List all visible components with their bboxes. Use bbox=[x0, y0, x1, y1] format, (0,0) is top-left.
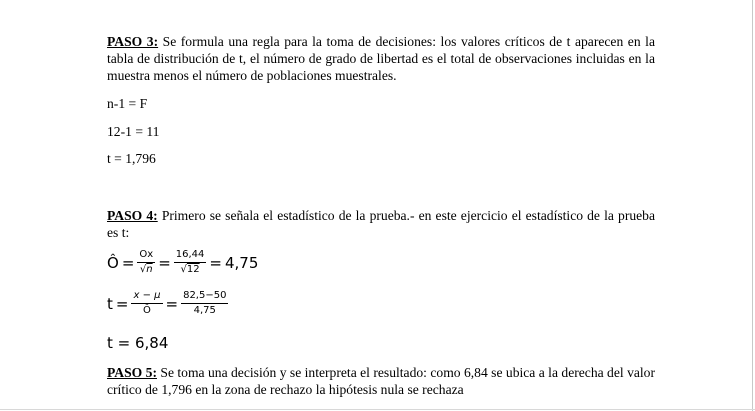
equation-1: n-1 = F bbox=[107, 96, 148, 111]
paso4-paragraph bbox=[107, 207, 655, 241]
formula2-num2: 82,5−50 bbox=[181, 290, 228, 304]
paso5-label: PASO 5: bbox=[107, 365, 157, 380]
formula1-lhs: Ô bbox=[107, 253, 119, 272]
formula2-den1: Ô bbox=[143, 305, 151, 316]
formula-t-result: t = 6,84 bbox=[107, 334, 169, 352]
equation-2: 12-1 = 11 bbox=[107, 124, 160, 139]
formula2-eq2: = bbox=[165, 294, 179, 313]
formula1-eq3: = bbox=[209, 253, 222, 272]
paso3-label: PASO 3: bbox=[107, 34, 159, 49]
formula2-fraction2 bbox=[181, 290, 228, 317]
formula1-den2: √12 bbox=[180, 264, 200, 275]
paso5-paragraph bbox=[107, 364, 655, 398]
formula2-den2: 4,75 bbox=[193, 305, 216, 316]
formula2-eq: = bbox=[115, 294, 129, 313]
paso3-text: Se formula una regla para la toma de decisiones: los valores críticos de t aparecen en la tabla de distribución de t, el número de grado de libertad es el total de observaciones incluidas en la muestra menos el número de poblaciones muestrales. bbox=[107, 34, 655, 84]
formula1-num2: 16,44 bbox=[174, 249, 207, 263]
formula1-result: 4,75 bbox=[224, 253, 259, 272]
paso4-text: Primero se señala el estadístico de la prueba.- en este ejercicio el estadístico de la prueba es t: bbox=[107, 208, 656, 241]
formula2-fraction1 bbox=[131, 290, 162, 317]
paso5-text: Se toma una decisión y se interpreta el resultado: como 6,84 se ubica a la derecha del valor crítico de 1,796 en la zona de rechazo la hipótesis nula se rechaza bbox=[107, 365, 655, 398]
formula2-num1: x − μ bbox=[131, 290, 162, 304]
formula1-fraction2 bbox=[174, 249, 207, 276]
formula1-den1: √n bbox=[139, 264, 153, 275]
equation-3: t = 1,796 bbox=[107, 151, 156, 166]
formula1-num1: Ox bbox=[137, 249, 155, 263]
formula1-eq2: = bbox=[158, 253, 171, 272]
formula1-eq: = bbox=[121, 253, 135, 272]
formula-t bbox=[107, 290, 228, 317]
page-border-bottom bbox=[0, 409, 755, 410]
formula1-fraction1 bbox=[137, 249, 155, 276]
paso4-label: PASO 4: bbox=[107, 208, 158, 223]
formula2-lhs: t bbox=[107, 294, 113, 313]
paso3-paragraph bbox=[107, 33, 655, 85]
page-border-right bbox=[752, 0, 753, 411]
formula-sigma bbox=[107, 249, 258, 276]
